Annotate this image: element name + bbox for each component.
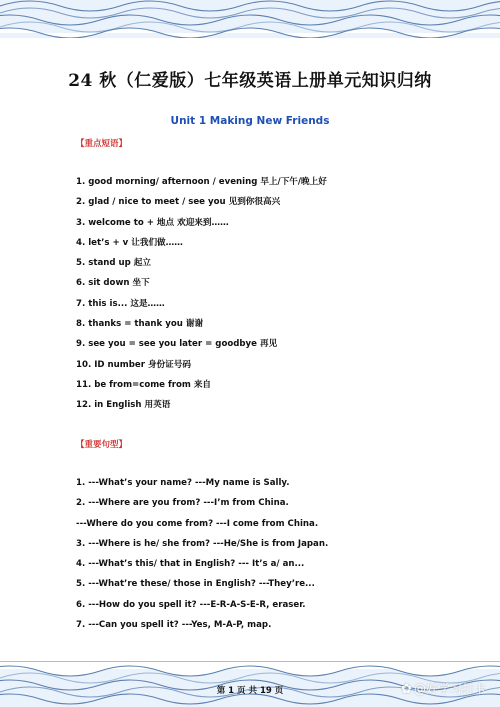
list-item: 5. stand up 起立 bbox=[76, 258, 151, 269]
wave-pattern-top bbox=[0, 0, 500, 44]
key-phrases-label: 【重点短语】 bbox=[76, 139, 128, 149]
list-item: 1. ---What’s your name? ---My name is Sally. bbox=[76, 478, 290, 488]
list-item: 2. ---Where are you from? ---I’m from China. bbox=[76, 498, 289, 509]
list-item: 7. this is... 这是…… bbox=[76, 298, 165, 309]
key-sentences-list bbox=[76, 477, 328, 639]
list-item: 6. sit down 坐下 bbox=[76, 278, 150, 289]
watermark-text: @好学习打卡 bbox=[413, 682, 486, 696]
document-title: 24 秋（仁爱版）七年级英语上册单元知识归纳 bbox=[68, 71, 432, 91]
list-item: 5. ---What’re these/ those in English? ---They’re... bbox=[76, 579, 315, 590]
watermark-logo-icon: ✿ bbox=[401, 682, 412, 697]
list-item: 4. ---What’s this/ that in English? --- It’s a/ an... bbox=[76, 559, 305, 570]
list-item: 11. be from=come from 来自 bbox=[76, 379, 212, 390]
list-item: 10. ID number 身份证号码 bbox=[76, 359, 191, 370]
key-phrases-list bbox=[76, 176, 327, 420]
list-item: 12. in English 用英语 bbox=[76, 400, 171, 411]
list-item: 1. good morning/ afternoon / evening 早上/下午/晚上好 bbox=[76, 177, 327, 187]
list-item: 2. glad / nice to meet / see you 见到你很高兴 bbox=[76, 197, 281, 208]
list-item: 4. let’s + v 让我们做…… bbox=[76, 237, 183, 248]
list-item: 6. ---How do you spell it? ---E-R-A-S-E-R, eraser. bbox=[76, 599, 306, 610]
unit-heading: Unit 1 Making New Friends bbox=[170, 115, 330, 127]
page-number: 第 1 页 共 19 页 bbox=[216, 686, 284, 696]
list-item: 9. see you = see you later = goodbye 再见 bbox=[76, 339, 278, 350]
top-wave-decoration bbox=[0, 0, 500, 44]
list-item: 3. ---Where is he/ she from? ---He/She is from Japan. bbox=[76, 538, 329, 549]
list-item: ---Where do you come from? ---I come from China. bbox=[76, 518, 319, 529]
list-item: 8. thanks = thank you 谢谢 bbox=[76, 319, 204, 330]
list-item: 3. welcome to + 地点 欢迎来到…… bbox=[76, 217, 229, 228]
list-item: 7. ---Can you spell it? ---Yes, M-A-P, map. bbox=[76, 620, 272, 631]
watermark bbox=[401, 680, 486, 697]
key-sentences-label: 【重要句型】 bbox=[76, 440, 128, 450]
